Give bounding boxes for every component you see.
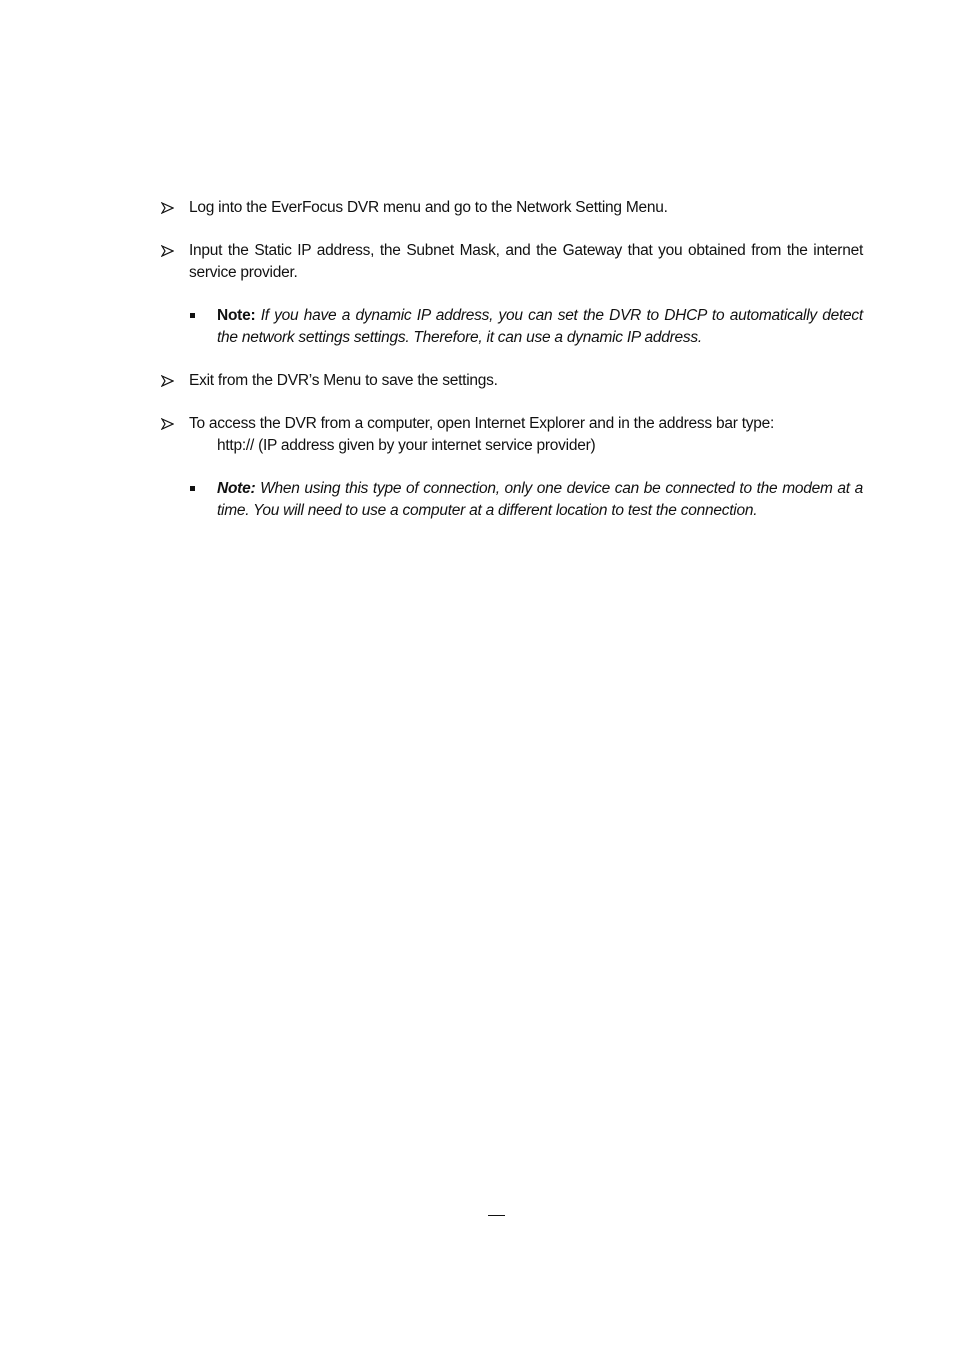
step-item-input-static-ip <box>161 240 863 284</box>
step-text: Input the Static IP address, the Subnet Mask, and the Gateway that you obtained from the internet service provider. <box>189 242 863 281</box>
square-bullet-icon <box>190 313 195 318</box>
arrowhead-bullet-icon <box>161 240 177 262</box>
square-bullet-icon <box>190 486 195 491</box>
step-item-access-dvr <box>161 413 863 457</box>
note-label: Note: <box>217 480 261 497</box>
note-body: When using this type of connection, only one device can be connected to the modem at a time. You will need to use a computer at a different location to test the connection. <box>217 480 863 519</box>
step-item-exit-menu <box>161 370 863 392</box>
page-footer-rule <box>488 1215 505 1216</box>
arrowhead-bullet-icon <box>161 197 177 219</box>
step-text: Log into the EverFocus DVR menu and go to the Network Setting Menu. <box>189 199 668 216</box>
note-dynamic-ip <box>161 305 863 349</box>
note-single-device <box>161 478 863 522</box>
instructions-list <box>161 197 863 543</box>
arrowhead-bullet-icon <box>161 413 177 435</box>
step-item-login <box>161 197 863 219</box>
arrowhead-bullet-icon <box>161 370 177 392</box>
note-body: If you have a dynamic IP address, you can set the DVR to DHCP to automatically detect the network settings settings. Therefore, it can use a dynamic IP address. <box>217 307 863 346</box>
step-text: To access the DVR from a computer, open Internet Explorer and in the address bar type: <box>189 415 775 432</box>
address-bar-example: http:// (IP address given by your internet service provider) <box>217 437 596 454</box>
note-label: Note: <box>217 307 261 324</box>
step-text: Exit from the DVR’s Menu to save the settings. <box>189 372 498 389</box>
